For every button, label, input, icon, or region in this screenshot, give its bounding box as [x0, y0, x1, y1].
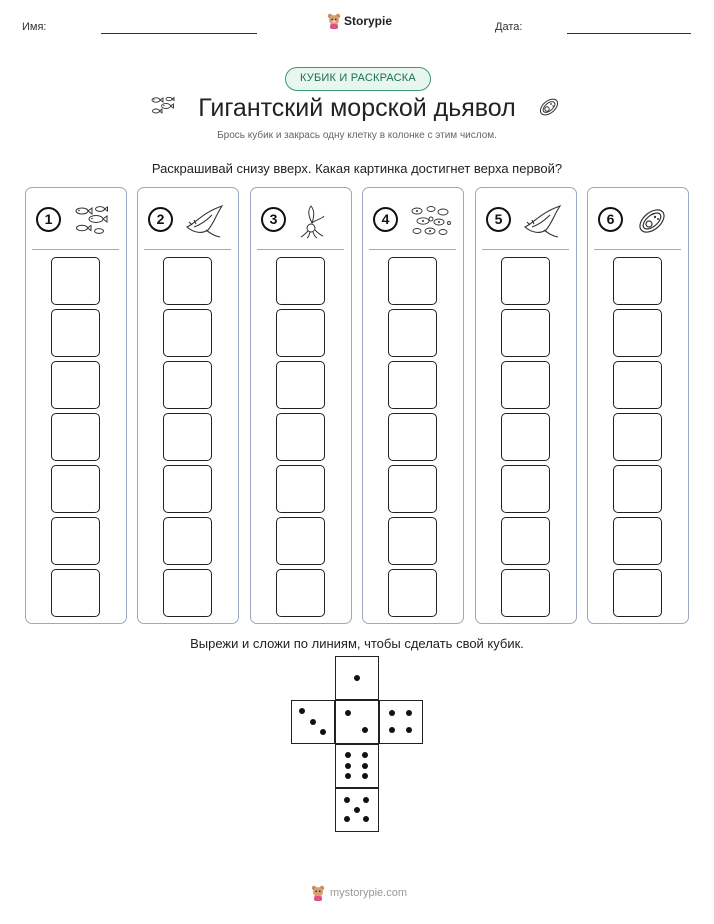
coloring-cell[interactable]	[276, 309, 325, 357]
dice-pip	[362, 773, 368, 779]
coloring-cell[interactable]	[51, 465, 100, 513]
column-3	[250, 187, 352, 624]
coloring-cell[interactable]	[613, 465, 662, 513]
plankton-icon	[409, 203, 451, 244]
coloring-cell[interactable]	[501, 361, 550, 409]
dice-pip	[320, 729, 326, 735]
coloring-cell[interactable]	[276, 413, 325, 461]
coloring-cell[interactable]	[613, 361, 662, 409]
dice-pip	[362, 763, 368, 769]
coloring-cell[interactable]	[388, 361, 437, 409]
coloring-cell[interactable]	[276, 569, 325, 617]
name-line[interactable]	[101, 33, 257, 34]
column-header	[261, 203, 343, 237]
column-5	[475, 187, 577, 624]
page-subtitle: Брось кубик и закрась одну клетку в колонке с этим числом.	[217, 130, 497, 141]
coloring-cell[interactable]	[51, 569, 100, 617]
coloring-cell[interactable]	[163, 517, 212, 565]
microbe-icon	[536, 94, 562, 120]
column-divider	[482, 249, 569, 250]
column-1	[25, 187, 127, 624]
column-number: 2	[148, 207, 173, 232]
column-4	[362, 187, 464, 624]
coloring-cell[interactable]	[613, 413, 662, 461]
coloring-cell[interactable]	[276, 257, 325, 305]
date-label: Дата:	[495, 21, 523, 33]
coloring-cell[interactable]	[163, 361, 212, 409]
activity-badge: КУБИК И РАСКРАСКА	[285, 67, 431, 91]
coloring-cell[interactable]	[613, 517, 662, 565]
coloring-cell[interactable]	[388, 569, 437, 617]
coloring-cell[interactable]	[613, 569, 662, 617]
coloring-cell[interactable]	[163, 465, 212, 513]
manta-ray-icon	[522, 203, 564, 244]
coloring-cell[interactable]	[51, 413, 100, 461]
column-header	[598, 203, 680, 237]
sea-plant-icon	[297, 203, 327, 244]
column-divider	[144, 249, 231, 250]
column-2	[137, 187, 239, 624]
column-divider	[369, 249, 456, 250]
coloring-cell[interactable]	[501, 309, 550, 357]
coloring-cell[interactable]	[388, 465, 437, 513]
fish-school-icon	[72, 203, 112, 242]
coloring-cell[interactable]	[163, 413, 212, 461]
coloring-cell[interactable]	[51, 309, 100, 357]
dice-pip	[345, 710, 351, 716]
coloring-cell[interactable]	[501, 465, 550, 513]
footer	[311, 885, 407, 901]
coloring-cell[interactable]	[276, 465, 325, 513]
coloring-cell[interactable]	[388, 413, 437, 461]
page-title: Гигантский морской дьявол	[198, 94, 516, 122]
bear-mascot-icon	[327, 13, 341, 29]
dice-pip	[362, 752, 368, 758]
column-number: 4	[373, 207, 398, 232]
column-6	[587, 187, 689, 624]
coloring-cell[interactable]	[51, 517, 100, 565]
dice-pip	[363, 797, 369, 803]
coloring-cell[interactable]	[51, 361, 100, 409]
column-number: 1	[36, 207, 61, 232]
dice-face-1	[335, 656, 379, 700]
column-divider	[257, 249, 344, 250]
name-label: Имя:	[22, 21, 47, 33]
dice-face-3	[291, 700, 335, 744]
column-number: 5	[486, 207, 511, 232]
dice-face-5	[335, 788, 379, 832]
column-header	[373, 203, 455, 237]
bear-mascot-icon	[311, 885, 325, 901]
coloring-cell[interactable]	[613, 257, 662, 305]
dice-face-4	[379, 700, 423, 744]
dice-pip	[363, 816, 369, 822]
footer-url[interactable]: mystorypie.com	[330, 887, 408, 899]
dice-pip	[345, 752, 351, 758]
coloring-cell[interactable]	[163, 309, 212, 357]
coloring-cell[interactable]	[501, 413, 550, 461]
dice-pip	[389, 727, 395, 733]
date-line[interactable]	[567, 33, 691, 34]
coloring-cell[interactable]	[388, 309, 437, 357]
dice-pip	[344, 797, 350, 803]
coloring-cell[interactable]	[388, 517, 437, 565]
dice-pip	[345, 773, 351, 779]
dice-pip	[389, 710, 395, 716]
coloring-instruction: Раскрашивай снизу вверх. Какая картинка достигнет верха первой?	[151, 161, 563, 176]
coloring-cell[interactable]	[51, 257, 100, 305]
coloring-cell[interactable]	[501, 257, 550, 305]
cut-instruction: Вырежи и сложи по линиям, чтобы сделать свой кубик.	[190, 636, 524, 651]
column-header	[36, 203, 118, 237]
coloring-cell[interactable]	[163, 569, 212, 617]
dice-pip	[299, 708, 305, 714]
column-divider	[32, 249, 119, 250]
coloring-cell[interactable]	[613, 309, 662, 357]
coloring-cell[interactable]	[276, 517, 325, 565]
dice-face-2	[335, 700, 379, 744]
brand-logo	[327, 13, 392, 29]
coloring-cell[interactable]	[501, 569, 550, 617]
dice-pip	[354, 675, 360, 681]
coloring-cell[interactable]	[276, 361, 325, 409]
column-divider	[594, 249, 681, 250]
column-number: 3	[261, 207, 286, 232]
column-number: 6	[598, 207, 623, 232]
dice-face-6	[335, 744, 379, 788]
dice-pip	[310, 719, 316, 725]
dice-pip	[345, 763, 351, 769]
coloring-cell[interactable]	[501, 517, 550, 565]
coloring-cell[interactable]	[388, 257, 437, 305]
dice-pip	[406, 727, 412, 733]
column-header	[486, 203, 568, 237]
dice-pip	[406, 710, 412, 716]
microbe-icon	[634, 203, 670, 244]
dice-pip	[354, 807, 360, 813]
coloring-cell[interactable]	[163, 257, 212, 305]
dice-pip	[344, 816, 350, 822]
brand-name: Storypie	[344, 14, 393, 28]
column-header	[148, 203, 230, 237]
manta-ray-icon	[184, 203, 226, 244]
dice-pip	[362, 727, 368, 733]
